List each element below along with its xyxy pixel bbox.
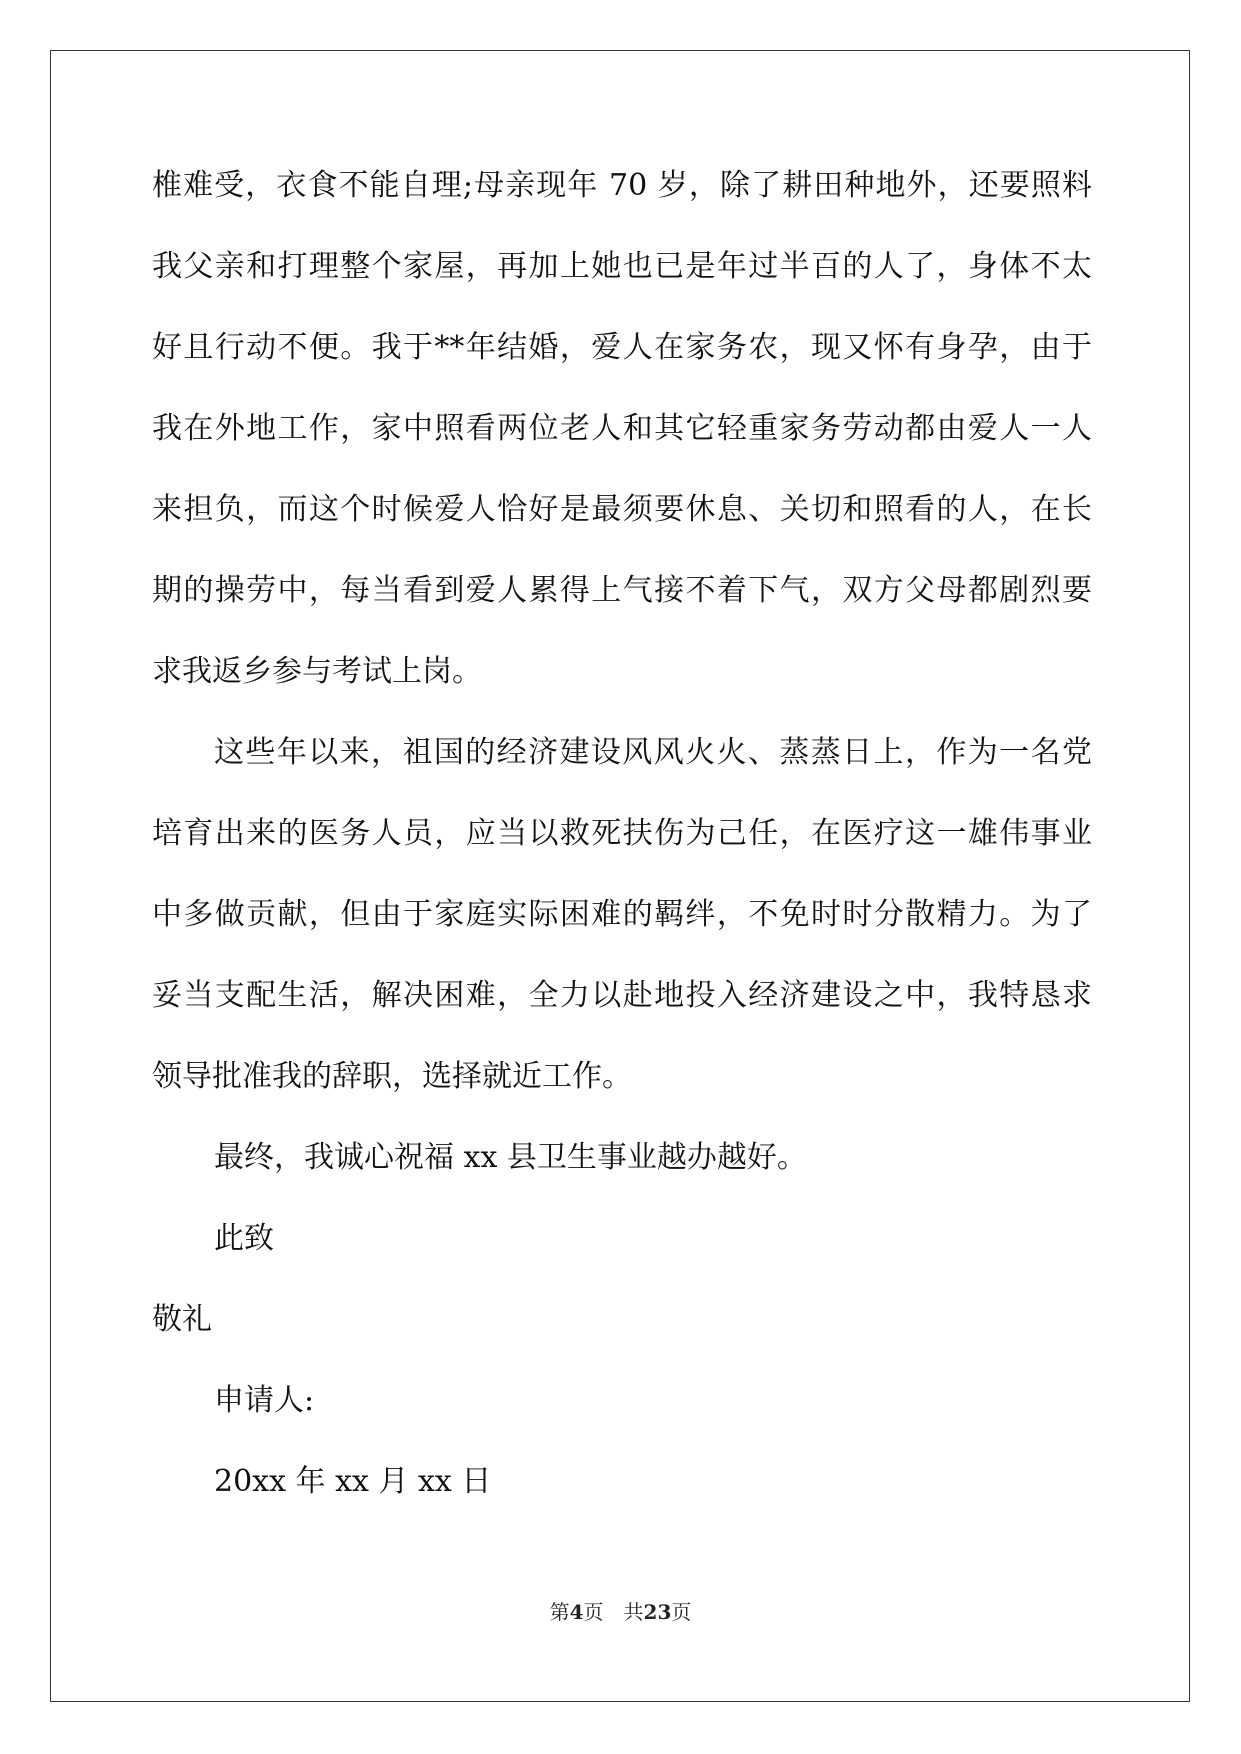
footer-total-prefix: 共 xyxy=(623,1600,644,1624)
text-line: 这些年以来，祖国的经济建设风风火火、蒸蒸日上，作为一名党 xyxy=(214,735,1092,770)
page-number: 4 xyxy=(569,1600,584,1624)
text-line: 领导批准我的辞职，选择就近工作。 xyxy=(152,1059,632,1094)
text-line: 我父亲和打理整个家屋，再加上她也已是年过半百的人了，身体不太 xyxy=(152,249,1092,284)
text-line: 培育出来的医务人员，应当以救死扶伤为己任，在医疗这一雄伟事业 xyxy=(152,816,1092,851)
document-body xyxy=(152,166,1092,1543)
footer-prefix: 第 xyxy=(549,1600,570,1624)
total-pages: 23 xyxy=(643,1600,672,1624)
text-line: 期的操劳中，每当看到爱人累得上气接不着下气，双方父母都剧烈要 xyxy=(152,573,1092,608)
text-line: 我在外地工作，家中照看两位老人和其它轻重家务劳动都由爱人一人 xyxy=(152,411,1092,446)
text-line: 椎难受，衣食不能自理;母亲现年 70 岁，除了耕田种地外，还要照料 xyxy=(152,168,1092,203)
page-footer xyxy=(0,1596,1241,1625)
text-line: 妥当支配生活，解决困难，全力以赴地投入经济建设之中，我特恳求 xyxy=(152,978,1092,1013)
footer-total-suffix: 页 xyxy=(671,1600,692,1624)
text-line: 最终，我诚心祝福 xx 县卫生事业越办越好。 xyxy=(214,1140,807,1175)
applicant-line: 申请人: xyxy=(214,1383,315,1418)
salutation-line: 敬礼 xyxy=(152,1302,212,1337)
text-line: 来担负，而这个时候爱人恰好是最须要休息、关切和照看的人，在长 xyxy=(152,492,1092,527)
footer-page-suffix: 页 xyxy=(583,1600,604,1624)
text-line: 求我返乡参与考试上岗。 xyxy=(152,654,482,689)
salutation-line: 此致 xyxy=(214,1221,274,1256)
date-line: 20xx 年 xx 月 xx 日 xyxy=(214,1464,492,1499)
text-line: 中多做贡献，但由于家庭实际困难的羁绊，不免时时分散精力。为了 xyxy=(152,897,1092,932)
text-line: 好且行动不便。我于**年结婚，爱人在家务农，现又怀有身孕，由于 xyxy=(152,330,1092,365)
